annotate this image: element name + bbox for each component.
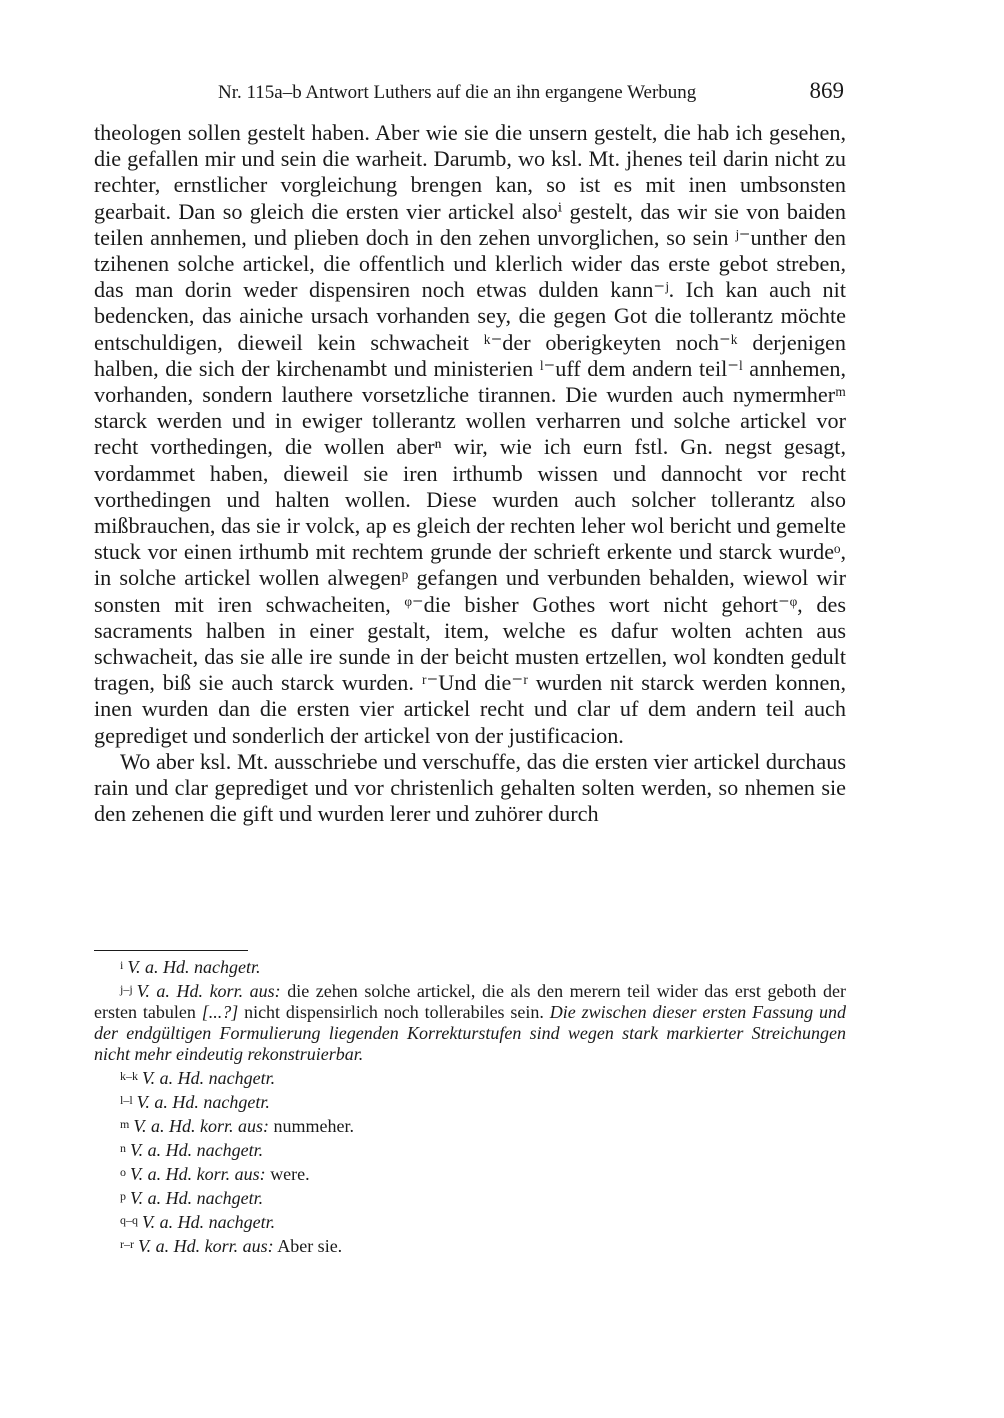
footnote-italic: V. a. Hd. nachgetr. (136, 1092, 270, 1112)
footnote-p (94, 1186, 846, 1209)
footnote-marker: l–l (120, 1093, 133, 1107)
footnote-italic: [...?] (201, 1002, 239, 1022)
footnote-italic: V. a. Hd. nachgetr. (130, 1140, 264, 1160)
paragraph: theologen sollen gestelt haben. Aber wie sie die unsern gestelt, die hab ich gesehen, die gefallen mir und sein die warheit. Darumb, wo ksl. Mt. jhenes teil darin nicht zu rechter, ernstlicher vorgleichung brengen kan, so ist es mit inen umbsonsten gearbait. Dan so gleich die ersten vier artickel alsoⁱ gestelt, das wir sie von baiden teilen annhemen, und plieben doch in den zehen unvorglichen, so sein ʲ⁻unther den tzihenen solche artickel, die offentlich und klerlich wider das erste gebot streben, das man dorin weder dispensiren noch etwas dulden kann⁻ʲ. Ich kan auch nit bedencken, das ainiche ursach vorhanden sey, die gegen Got die tollerantz möchte entschuldigen, dieweil kein schwacheit ᵏ⁻der oberigkeyten noch⁻ᵏ derjenigen halben, die sich der kirchenambt und ministerien ˡ⁻uff dem andern teil⁻ˡ annhemen, vorhanden, sondern lauthere vorsetzliche tirannen. Die wurden auch nymermherᵐ starck werden und in ewiger tollerantz wollen verharren und solche artickel vor recht vorthedingen, die wollen aberⁿ wir, wie ich eurn fstl. Gn. negst gesagt, vordammet haben, dieweil sie iren irthumb wissen und dannocht vor recht vorthedingen und halten wollen. Diese wurden auch solcher tollerantz also mißbrauchen, das sie ir volck, ap es gleich der rechten leher wol bericht und gemelte stuck vor einen irthumb mit rechtem grunde der schrieft erkente und starck wurdeᵒ, in solche artickel wollen alwegenᵖ gefangen und verbunden behalden, wiewol wir sonsten mit iren schwacheiten, ᵠ⁻die bisher Gothes wort nicht gehort⁻ᵠ, des sacraments halben in einer gestalt, item, welche es dafur wolten achten aus schwacheit, das sie alle ire sunde in der beicht musten ertzellen, wol kondten gedult tragen, biß sie auch starck wurden. ʳ⁻Und die⁻ʳ wurden nit starck werden konnen, inen wurden dan die ersten vier artickel recht und clar uf dem andern teil auch geprediget und sonderlich der artickel von der justificacion. (94, 120, 846, 748)
footnote-italic: V. a. Hd. nachgetr. (130, 1188, 264, 1208)
footnote-k (94, 1066, 846, 1089)
footnote-italic: V. a. Hd. nachgetr. (127, 957, 261, 977)
footnote-marker: j–j (120, 982, 133, 996)
main-text (94, 120, 846, 827)
footnote-i (94, 955, 846, 978)
footnote-text: Aber sie. (277, 1236, 343, 1256)
running-head: Nr. 115a–b Antwort Luthers auf die an ihn ergangene Werbung (218, 82, 697, 103)
footnote-italic: V. a. Hd. korr. aus: (138, 1236, 274, 1256)
footnote-marker: q–q (120, 1213, 138, 1227)
footnotes (94, 955, 846, 1258)
footnote-marker: i (120, 958, 124, 972)
footnote-q (94, 1210, 846, 1233)
footnote-marker: r–r (120, 1237, 134, 1251)
footnote-o (94, 1162, 846, 1185)
footnote-marker: m (120, 1117, 130, 1131)
footnote-italic: V. a. Hd. nachgetr. (142, 1212, 276, 1232)
footnote-marker: p (120, 1189, 126, 1203)
footnote-text: were. (270, 1164, 310, 1184)
footnote-r (94, 1234, 846, 1257)
footnote-italic: V. a. Hd. nachgetr. (142, 1068, 276, 1088)
footnote-italic: V. a. Hd. korr. aus: (136, 981, 281, 1001)
page-number: 869 (809, 78, 844, 103)
footnote-n (94, 1138, 846, 1161)
footnote-j (94, 979, 846, 1065)
footnote-italic: V. a. Hd. korr. aus: (133, 1116, 270, 1136)
footnote-marker: k–k (120, 1069, 138, 1083)
footnote-l (94, 1090, 846, 1113)
paragraph: Wo aber ksl. Mt. ausschriebe und verschuffe, das die ersten vier artickel durchaus rain und clar geprediget und vor christenlich gehalten solten werden, so nhemen sie den zehenen die gift und wurden lerer und zuhörer durch (94, 748, 846, 827)
footnote-italic: Die zwischen dieser ersten Fassung und der endgültigen Formulierung liegenden Korrekturstufen sind wegen stark markierter Streichungen nicht mehr eindeutig rekonstruierbar. (94, 1002, 847, 1064)
page-header (94, 80, 846, 110)
footnote-text: nummeher. (273, 1116, 355, 1136)
footnote-m (94, 1114, 846, 1137)
footnote-italic: V. a. Hd. korr. aus: (130, 1164, 266, 1184)
footnote-marker: n (120, 1141, 126, 1155)
footnote-text: die zehen solche artickel, die als den merern teil wider das erst geboth der ersten tabulen (94, 981, 846, 1022)
footnote-rule (94, 950, 248, 951)
footnote-marker: o (120, 1165, 126, 1179)
footnote-text: nicht dispensirlich noch tollerabiles sein. (244, 1002, 544, 1022)
